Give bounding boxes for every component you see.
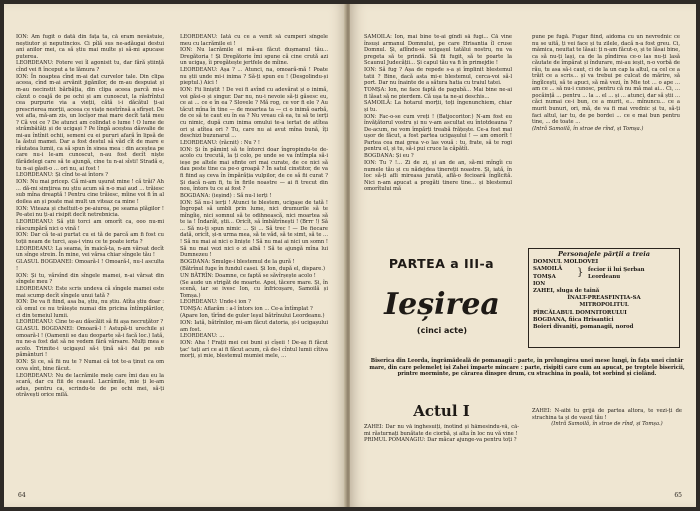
paragraph: LEORDEANU: Unde-i ion ? [180, 299, 251, 306]
cast-line: BOGDANA, fiica Hrisantici [533, 316, 614, 323]
paragraph: ION: Să nu-l ierți ! Atunci te blestem, ucigașe de tată ! Îngropat să umbli prin lume, nici drumurile să te mîngîie, nici somnul să te odihnească, nici moartea să te ia ! Îndarăt, știi... Oricît, să îmbătrînești ! (Brrr !) Să ... Să nu-ți spun nimic ... Și ... Să trec ! — De fiecare dată, oricît, și-n urma mea, să te văd, să te simt, să te ... ! Să nu mai ai nici o liniște ! Să nu mai ai nici un somn ! Să nu mai vezi nici o zi albă ! Să te ajungă mîna lui Dumnezeu ! [180, 199, 328, 259]
paragraph: (Apare Ion, tîrînd de guler leșul bătrînului Leordeanu.) [180, 313, 325, 320]
right-page-column-2 [532, 34, 680, 240]
left-page-column-2 [180, 34, 328, 482]
cast-line: MITROPOLITUL [579, 302, 629, 309]
paragraph: LEORDEANU: Este scris undeva că sîngele mamei este mai scump decît sîngele unui tată ? [16, 286, 164, 299]
paragraph: ION: Să fug ? Așa de repede s-a și împlinit blestemul tatii ? Bine, dacă asta mi-e blestemul, cerca-voi să-l port. Dar nu înainte de a sătura hatia cu traiul tatei. [364, 67, 512, 87]
page-number-right: 65 [674, 492, 682, 499]
play-subtitle: (cinci acte) [416, 326, 468, 335]
act-heading: Actul I [413, 402, 470, 420]
paragraph: LEORDEANU: Așa ? ... Atunci, na, omoară-mă ! Poate nu știi unde mi-i inima ? Să-ți spun eu ! (Desgolindu-și pieptul.) Aici ! [180, 67, 328, 87]
paragraph: (Bătrînul fuge în fundul casei. Și Ion, după el, dispare.) [180, 265, 326, 272]
paragraph: pune pe fugă. Fugar fiind, aidoma cu un nevrednic ce nu se uită, ți vei face și tu zilele, dacă n-a fost greu. Ci, mămica, neuitat te lăsai: ți n-am făcut-o, și te lăsai bine, ca să nu-ți lași, ca de la pîndirea ce-o las nu-ți lasă căutate de împărat și îndurare, mi-au ieșit, n-o vorbă de rău, tu asa să-i caut, ci de la un cap la altul, ca cel ce a trăit ce a scris... și va trebui pe culcat de mărire, să îngîlcești, să te apuci, să mă vezi, în Mie tot ... o ape ... am ce ... să nu-i cunosc, pentru că nu mă mai ai... Ci, ... pocăință ... pentru ... la ... el ... și ... atunci, dar să știi ... căci numai ce-i bun, ce a murit, e... mînuncu... ce a murit bunuri, ori, mă, de va fi mai vrednic și tu, să-ți faci altul, iar tu, de pe bordei ... ce e mai bun pentru tine, ... de toate ... [532, 34, 680, 126]
paragraph: TOMȘA: Aflarăm : a-l întors ion ... Ce-a întîmplat ? [180, 306, 313, 313]
paragraph: BOGDANA: Smulge-i blestemul de la gură ! [180, 258, 295, 265]
book-spread [4, 4, 696, 507]
paragraph: ION: Am fugit o dată din fața ta, că eram nevăstuie, neștiutor și neputincios. Ci pîlă sus ne-adăugai destui ani anilor mei, ca să știu mai multe și să-mi apucase puterea. [16, 34, 164, 60]
cast-line: PÎRCĂLABUL DOMNITORULUI [533, 309, 627, 316]
cast-line: ION [533, 280, 546, 287]
paragraph: ION: Și tu, vărsînd din sîngele mamei, n-ai vărsat din sîngele meu ? [16, 272, 164, 286]
paragraph: ION: Aha ! Frații mei cei buni și cîșeii ! De-aș fi făcut țac' tați ari ce ai fi făcut acum, că de-l cîntul lumii cîtiva morți, și mie, blestemul mumiei mele, ... [180, 340, 328, 360]
cast-line: ZAHEI, sluga de taină [533, 288, 600, 295]
paragraph: ION: Iată, bătrînilor, mi-am făcut datoria, și-i ucigașului am fost. [180, 319, 328, 333]
paragraph: BOGDANA: Și eu ? [364, 153, 414, 160]
cast-line: Boieri divaniți, pomanagii, norod [533, 324, 634, 331]
paragraph: ZAHEI: Dar nu vă înghesuiți, înotînd și hămesindu-vă, că-mi răsturnați bunătate de ciorbă, și alta în loc nu vă vine ! [364, 424, 519, 437]
paragraph: LEORDEANU: Și cînd te-ai întors ? [16, 172, 109, 179]
play-title: Ieșirea [384, 287, 500, 322]
paragraph: ION: Și ce, să fii nu te ? Numai că tot te-a ținut ca om ceva sînt, bine făcut. [16, 359, 164, 372]
stage-direction: (Intră Samoilă, în strae de rînd, și Tomșa.) [551, 421, 663, 428]
paragraph: ION: De va fi fiind, asa ba, știu, nu știu. Atîta știu doar : că omul ce nu trăiește numai din pricina întîmplărilor, ci din temeiul lumii. [16, 299, 164, 319]
paragraph: LEORDEANU: (răcnit) : Nu ? ! [180, 139, 260, 146]
left-page [4, 4, 346, 507]
paragraph: LEORDEANU: ... [180, 333, 225, 340]
paragraph: ION: În noaptea cînd m-ai dat curvelor tale. Din clipa aceea, cînd m-ai arvănit jigănilor, de m-au despuiat și m-au necinstit bărbăția, din clipa aceea parcă mi-a căzut o coajă de pe ochi și am cunoscut, la răsfrîntul cea purpurie via a vieții, cătă i-i dăcătul ți-ai prescrierea morții, aceea ce viațe nestrînsă a sfîrșet. De voi afla, mă-am zis, un locîșor mai mare decît tată meu ? Că voi ce ? De atunci am colindat o lume ! O lume de strămbătăți și de ucigași ? Pe lîngă aceștea dăsvalie de mi-au întînit ochii, semeni cu ei pururi afară în lipsă de la ăstui mamei. Dar a fost destul să văd cît de mare e răutatea lumii, ca să spun în sinea mea : din aceștea pe care nu-i le-am cunoscut, n-au fost decît niște fărădelegi care să te ajungă, cine tu n-ai sîsti! Stradă e, tu n-ai găsit-o ... ori nu, ai fost ! [16, 73, 164, 172]
paragraph: (Se aude un strigăt de moarte. Apoi, tăcere mare. Și, în scenă, iar se ivesc Ion, cu înfricoșare, Samoilă și Tomșa.) [180, 279, 328, 299]
paragraph: GLASUL BOGDANEI: Omoară-l ! Omoară-l, nu-l asculta ! [16, 259, 164, 272]
paragraph: LEORDEANU: Iată cu ce a venit să cumperi sîngele meu cu lacrămile ei ! [180, 34, 328, 47]
paragraph: GLASUL BOGDANEI: Omoară-l ! Astupă-ti urechile și omoară-l ! (Oamenii se dau deoparte să-i facă loc.) Iată, nu ne-a fost dat să ne vedem fără vărsare. Mulți mea e acolo. Trimite-i ucigașul să-i țină să-i dai pe sub pământuri ! [16, 326, 164, 359]
cast-line: TOMȘA [533, 273, 556, 280]
cast-list-box [528, 248, 680, 348]
paragraph: PRIMUL POMANAGIU: Dar măcar ajunge-va pentru toți ? [364, 437, 517, 444]
paragraph: BOGDANA: (ieșind) : Să nu-l ierți ! [180, 192, 272, 199]
cast-brace-label: fecior ii lui Șerban Leordeanu [588, 267, 645, 281]
paragraph: ION: Tu ? !... Zi de zi, și an de an, să-mi mîngîi cu numele tău și cu nădejdea tinereții noastre. Și, iată, în loc să-ți afli mireasa jurată, află-o fecioară îngîlcită. Nici n-am apucat a pregăti tinere tine... și blestemul omorîtului mă [364, 160, 512, 193]
paragraph: SAMOILĂ: Ion, mai bine te-ai gîndi să fugi... Că vine însuși armanul Domnului, pe care Hrisantia îl cruse Domnul. Și, aflîndu-se ucigașul tatălui nostru, nu va pregeta să te prindă. Să fii fugit, să te poarte la Scaunul Judecății... Și capul tău va fi în primejdie ! [364, 34, 512, 67]
right-page [350, 4, 696, 507]
scene-description: Biserica din Leorda, îngrămădeală de pomanagii : parte, în prelungirea unei mese lungi, în fața unei cîntăr mare, din care pelemeleț iși Zahei împarte mîncare : parte, risipiți care cum au apucat, pe treptele bisericii, printre morminte, pe cărarea dinspre drum, cu strachina în poală, tot sorbind și ciolând. [369, 358, 685, 378]
paragraph: ION: Și în păminț să te întorci doar îngropindu-te de-acolo cu trecută, la ți colo, pe unde se va întîmpla să-i ieșe pe altele mai sfinte ori mai curate, de ce nici să dau peste tine ca pe-o groapă ? În satul cinstitor, de va fi fiind aș ceva în împărăția vulpilor, de ce să fii curat ? Și dacă n-am fi, tu în firile noastre — ai fi trecut din nou, întors tu ce ai fost ? [180, 146, 328, 193]
bottom-column-1 [364, 424, 519, 492]
left-page-column-1 [16, 34, 164, 482]
paragraph: TOMȘA: Ion, ne face faptă de pagubă... Mai bine ne-ai fi lăsat să ne pierdem. Că ușa ta ne-ai deschis... [364, 86, 512, 100]
paragraph: LEORDEANU: Cine te-au dăscălit să fii așa necruțător ? [16, 319, 164, 326]
paragraph: LEORDEANU: Nu de lacrămile mele care îmi dau eu la scară, dar cu fiii de ceasul. Lacrămile, mie ți le-am adus, pentru ca, scrindu-te de pe ochi mei, să-ți otrăvești orice milă. [16, 372, 164, 399]
cast-line: SAMOILĂ [533, 266, 563, 273]
paragraph: SAMOILĂ: La hotarul morții, toți îngenunchiem, chiar și tu. [364, 100, 512, 113]
paragraph: ION: Nu mai pricep. Că mi-am ușurat mine ! că trăi? Ah ... dă-mi simțirea nu știu acum să n-o mai aud ... trăiesc sub mîna dreaptă ! Pentru cine trăiesc, mîine voi fi în al doilea an și poate mai mult un viteaz ca mine ! [16, 179, 164, 205]
paragraph: UN BĂTRÎN: Doamne, ce faptă se săvîrșește acolo ! [180, 272, 316, 279]
paragraph: LEORDEANU: La seama, în maică-ta, n-am vărsat decît un sînge strein. În mine, vei vărsa chiar sîngele tău ! [16, 245, 164, 259]
paragraph: ION: Dar că te-ai purtat cu ei tă de parcă am fi fost cu toții neam de turci, așa-i vinu ce te poate ierta ? [16, 232, 164, 246]
paragraph: ION: Viteaza și cheltuit-o pe-aiurea, pe seama plăgilor ! Pe-atei nu ți-ai risipit decît netrebnicia. [16, 205, 164, 219]
cast-line: ÎNALT-PREASFINȚIA-SA [567, 295, 641, 302]
bottom-column-2 [532, 408, 682, 476]
paragraph: ION: Fac-o-se cum vreți ! (Batjocoritor.) N-am fost eu învățătorul vostru și nu v-am ascultat eu întotdeauna ? De-acum, ne vom împărți treabă frățește. Ce-a fost mai ușor de făcut, a fost partea ucigașului ! — am omorît ! Partea cea mai grea v-o las vouă : tu, frate, să te rogi pentru el, și tu, să-i pui cruce la căpătîi. [364, 113, 512, 153]
brace-icon: } [577, 267, 584, 279]
cast-line: DOMNUL MOLDOVEI [533, 259, 599, 266]
page-number-left: 64 [18, 492, 26, 499]
paragraph: ION: Nu lacrămile ei mă-au făcut dușmanul tău... Dregătoria ! Și Dregătorie îmi spune că cine crută azi un ucigaș, îi pregătește jertfele de mîine. [180, 47, 328, 67]
paragraph: LEORDEANU: Să știi torci am omorît ca, ooo nu-mi răscumpără nici o vină ! [16, 219, 164, 232]
stage-direction: (Intră Samoilă, în strae de rînd, și Tomșa.) [532, 125, 644, 132]
cast-heading: Personajele părții a treia [558, 250, 650, 258]
paragraph: ION: Fii liniștit ! De vei fi avînd cu adevărat și o inimă, voi găsi-o și singur. Dar nu, nu-i nevoie să-ți găsesc eu, ce ai ... ce e în ea ? Slovele ? Mă rog, ce vor fi ele ? Au tăcut mîna în tine — de moartea ta — ci o inimă oarbă, de ce să te caut eu în ea ? Nu vreau că ea, tu să te ierți cu nimic, după cum inima omului te-a iertat de atîtea ori și atîtea ori ? Tu, care nu ai avut mîna bună, îți deschizi buzunarul ... [180, 87, 328, 140]
paragraph: ZAHEI: N-aibi tu grijă de partea altora, te vezi-ți de strachina ta și de vasul tău ! [532, 408, 682, 421]
part-heading: PARTEA a III-a [388, 256, 495, 271]
right-page-column-1 [364, 34, 512, 250]
paragraph: LEORDEANU: Fotere vei îl agonisit tu, dar fără știință cînd vei fi început a te lămura ? [16, 60, 164, 74]
